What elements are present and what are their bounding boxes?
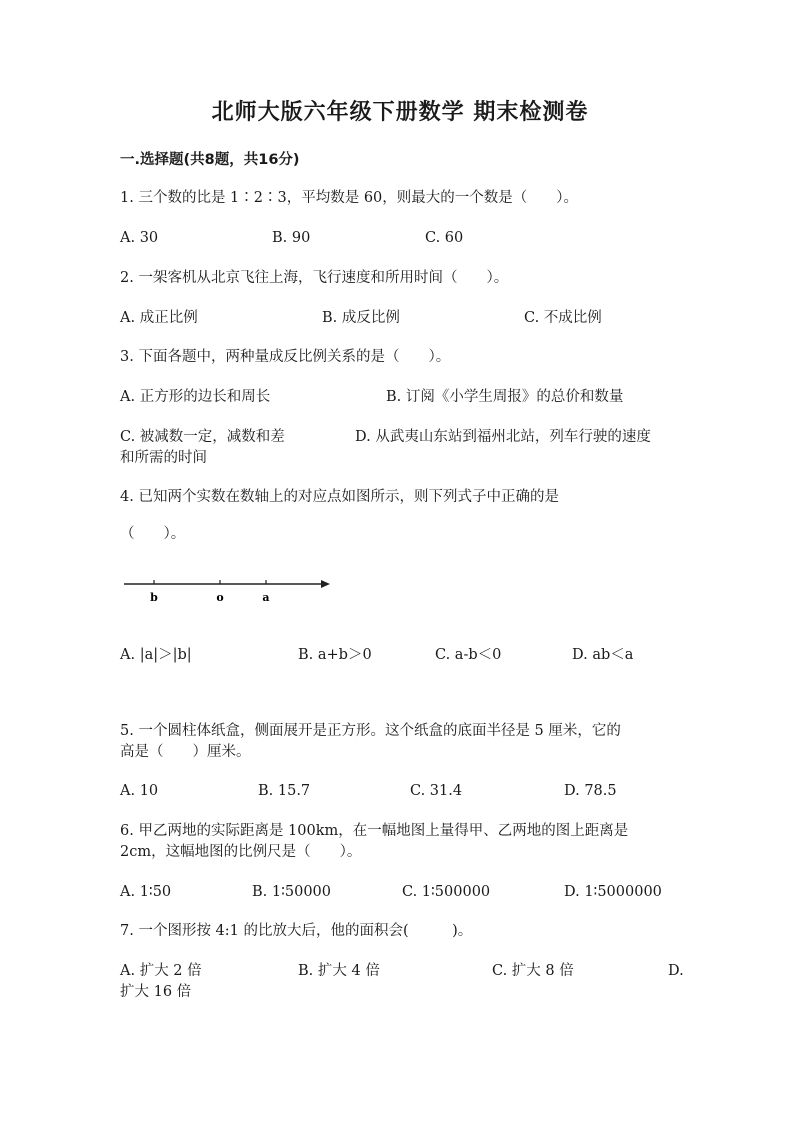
q5-option-b[interactable]: B. 15.7 — [258, 783, 311, 799]
question-6-stem-cont: 2cm，这幅地图的比例尺是（ ）。 — [120, 844, 362, 860]
q4-option-b[interactable]: B. a+b＞0 — [298, 647, 372, 663]
question-2-stem: 2. 一架客机从北京飞往上海，飞行速度和所用时间（ ）。 — [120, 270, 509, 286]
q5-option-c[interactable]: C. 31.4 — [410, 783, 463, 799]
q7-option-d-cont: 扩大 16 倍 — [120, 984, 192, 1000]
q6-option-a[interactable]: A. 1∶50 — [120, 884, 172, 900]
q7-option-a[interactable]: A. 扩大 2 倍 — [120, 963, 202, 979]
q2-option-b[interactable]: B. 成反比例 — [322, 310, 400, 326]
arrow-right-icon — [321, 580, 330, 588]
q3-option-a[interactable]: A. 正方形的边长和周长 — [120, 389, 271, 405]
number-line-figure — [120, 572, 340, 612]
q1-option-a[interactable]: A. 30 — [120, 230, 159, 246]
q6-option-b[interactable]: B. 1∶50000 — [252, 884, 331, 900]
q3-option-b[interactable]: B. 订阅《小学生周报》的总价和数量 — [386, 389, 624, 405]
q4-option-a[interactable]: A. |a|＞|b| — [120, 647, 192, 663]
q1-option-b[interactable]: B. 90 — [272, 230, 311, 246]
q2-option-c[interactable]: C. 不成比例 — [524, 310, 602, 326]
axis-label-o: o — [216, 591, 224, 604]
axis-label-b: b — [150, 591, 158, 604]
q5-option-d[interactable]: D. 78.5 — [564, 783, 617, 799]
question-4-stem-cont: （ ）。 — [120, 526, 186, 542]
q6-option-d[interactable]: D. 1∶5000000 — [564, 884, 662, 900]
q7-option-d[interactable]: D. — [668, 963, 684, 979]
question-4-stem: 4. 已知两个实数在数轴上的对应点如图所示，则下列式子中正确的是 — [120, 489, 559, 505]
q6-option-c[interactable]: C. 1∶500000 — [402, 884, 491, 900]
axis-label-a: a — [262, 591, 270, 604]
question-7-stem: 7. 一个图形按 4:1 的比放大后，他的面积会( )。 — [120, 923, 473, 939]
question-3-stem: 3. 下面各题中，两种量成反比例关系的是（ ）。 — [120, 349, 451, 365]
question-6-stem: 6. 甲乙两地的实际距离是 100km，在一幅地图上量得甲、乙两地的图上距离是 — [120, 823, 629, 839]
q2-option-a[interactable]: A. 成正比例 — [120, 310, 198, 326]
q3-option-c[interactable]: C. 被减数一定，减数和差 — [120, 429, 285, 445]
q3-option-d[interactable]: D. 从武夷山东站到福州北站，列车行驶的速度 — [355, 429, 651, 445]
q5-option-a[interactable]: A. 10 — [120, 783, 159, 799]
q7-option-c[interactable]: C. 扩大 8 倍 — [492, 963, 574, 979]
section-heading: 一.选择题(共8题，共16分) — [120, 152, 300, 168]
page-title: 北师大版六年级下册数学 期末检测卷 — [211, 100, 589, 125]
q7-option-b[interactable]: B. 扩大 4 倍 — [298, 963, 380, 979]
question-5-stem-cont: 高是（ ）厘米。 — [120, 744, 251, 760]
question-5-stem: 5. 一个圆柱体纸盒，侧面展开是正方形。这个纸盒的底面半径是 5 厘米，它的 — [120, 723, 621, 739]
q4-option-d[interactable]: D. ab＜a — [572, 647, 634, 663]
q3-option-d-cont: 和所需的时间 — [120, 450, 207, 466]
question-1-stem: 1. 三个数的比是 1∶2∶3，平均数是 60，则最大的一个数是（ ）。 — [120, 190, 579, 206]
q4-option-c[interactable]: C. a-b＜0 — [435, 647, 502, 663]
q1-option-c[interactable]: C. 60 — [425, 230, 464, 246]
